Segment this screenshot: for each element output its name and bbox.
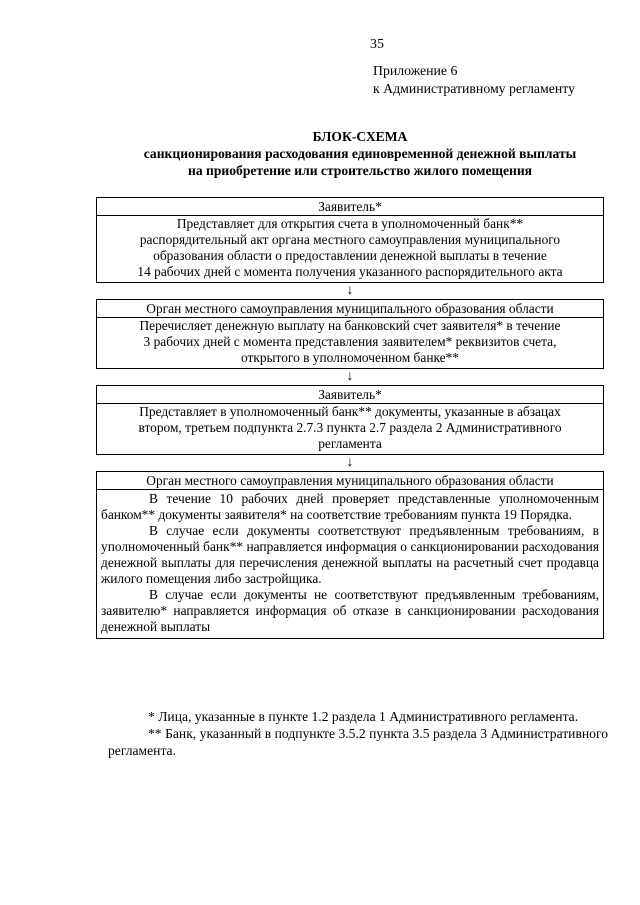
block-header: Орган местного самоуправления муниципального образования области [96,299,604,318]
flow-block-applicant-2 [96,385,604,455]
block-paragraph: В случае если документы соответствуют предъявленным требованиям, в уполномоченный банк** направляется информация о санкционировании расходования денежной выплаты для перечисления денежной выплаты на расчетный счет продавца жилого помещения либо застройщика. [101,523,599,586]
appendix-line-2: к Административному регламенту [373,81,576,96]
block-body [96,216,604,283]
block-line: Перечисляет денежную выплату на банковский счет заявителя* в течение [139,318,561,333]
title-line-1: БЛОК-СХЕМА [312,129,408,144]
block-line: 14 рабочих дней с момента получения указанного распорядительного акта [137,264,563,279]
appendix-line-1: Приложение 6 [373,63,458,78]
arrow-down-icon: ↓ [346,369,354,384]
appendix-reference [373,62,575,98]
block-line: регламента [318,436,382,451]
block-header: Орган местного самоуправления муниципального образования области [96,471,604,490]
block-line: втором, третьем подпункта 2.7.3 пункта 2.7 раздела 2 Административного [138,420,562,435]
flow-block-applicant-1 [96,197,604,283]
arrow-down-icon: ↓ [346,455,354,470]
block-header: Заявитель* [96,385,604,404]
flow-block-municipal-2 [96,471,604,639]
block-line: распорядительный акт органа местного самоуправления муниципального [139,232,561,247]
block-line: образования области о предоставлении денежной выплаты в течение [153,248,547,263]
block-line: открытого в уполномоченном банке** [240,350,459,365]
block-paragraph: В случае если документы не соответствуют предъявленным требованиям, заявителю* направляется информация об отказе в санкционировании расходования денежной выплаты [101,587,599,634]
block-header: Заявитель* [96,197,604,216]
title-line-2: санкционирования расходования единовременной денежной выплаты [143,146,577,161]
footnote: * Лица, указанные в пункте 1.2 раздела 1 Административного регламента. [148,709,579,724]
footnotes [108,708,608,759]
flow-block-municipal-1 [96,299,604,369]
flowchart [96,197,604,639]
footnote: ** Банк, указанный в подпункте 3.5.2 пункта 3.5 раздела 3 Административного регламента. [108,726,608,758]
block-body [96,490,604,639]
block-line: 3 рабочих дней с момента представления заявителем* реквизитов счета, [143,334,557,349]
title-line-3: на приобретение или строительство жилого помещения [187,163,533,178]
block-body [96,404,604,455]
block-line: Представляет в уполномоченный банк** документы, указанные в абзацах [139,404,561,419]
block-line: Представляет для открытия счета в уполномоченный банк** [176,216,524,231]
block-body [96,318,604,369]
arrow-down-icon: ↓ [346,283,354,298]
block-paragraph: В течение 10 рабочих дней проверяет представленные уполномоченным банком** документы заявителя* на соответствие требованиям пункта 19 Порядка. [101,491,599,522]
page-number: 35 [370,37,384,52]
document-title [90,128,630,179]
